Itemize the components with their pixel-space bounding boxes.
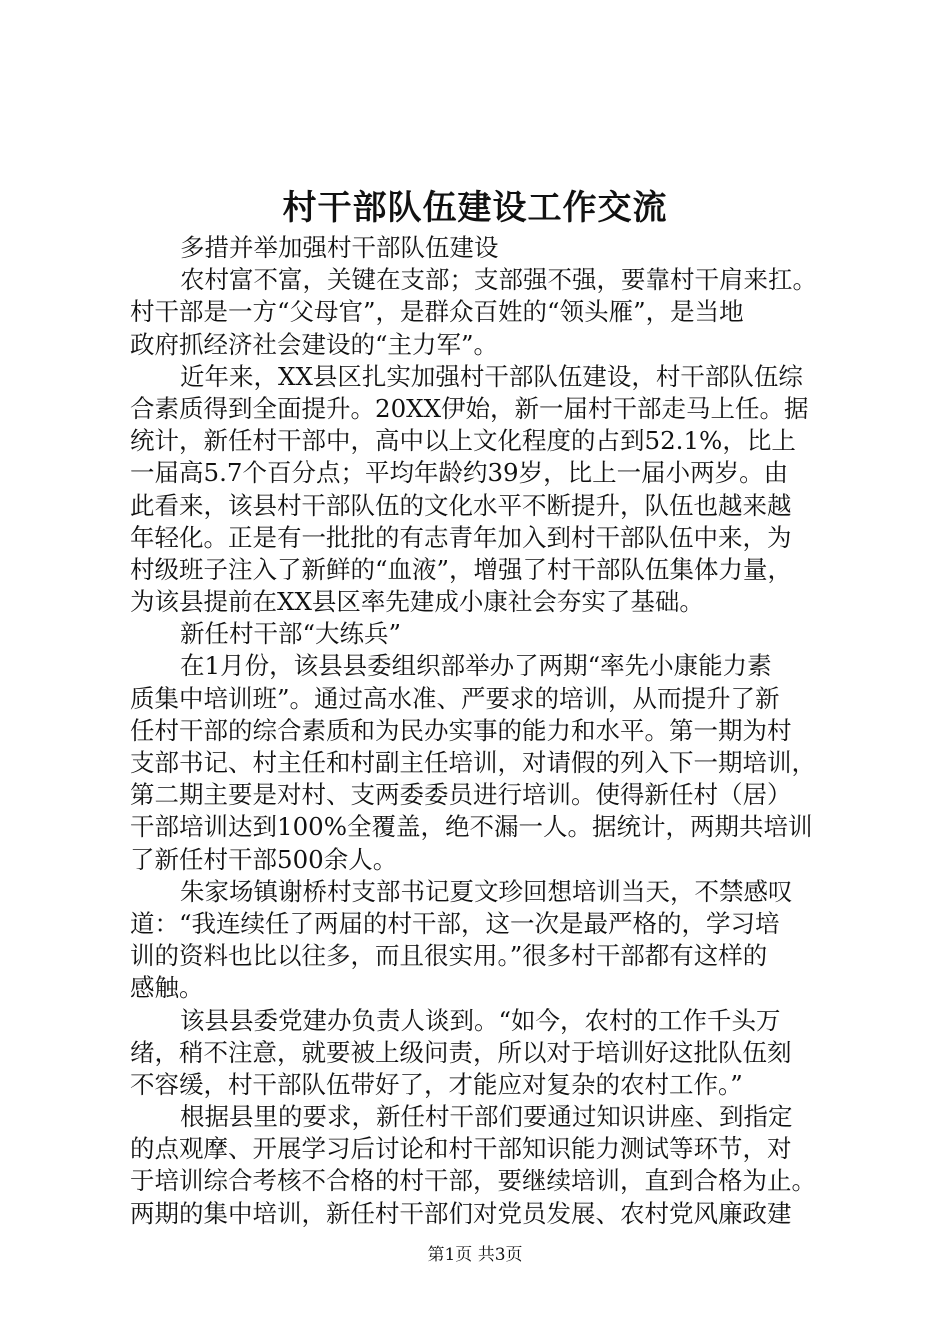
text-line: 干部培训达到100%全覆盖，绝不漏一人。据统计，两期共培训 <box>130 812 813 842</box>
text-line: 支部书记、村主任和村副主任培训，对请假的列入下一期培训， <box>130 748 816 777</box>
document-body <box>130 232 840 1230</box>
text-line: 质集中培训班”。通过高水准、严要求的培训，从而提升了新 <box>130 683 780 713</box>
text-line: 村干部是一方“父母官”，是群众百姓的“领头雁”，是当地 <box>130 297 744 327</box>
text-line: 朱家场镇谢桥村支部书记夏文珍回想培训当天，不禁感叹 <box>180 876 793 906</box>
text-line: 两期的集中培训，新任村干部们对党员发展、农村党风廉政建 <box>130 1198 792 1228</box>
text-line: 任村干部的综合素质和为民办实事的能力和水平。第一期为村 <box>130 715 792 745</box>
text-line: 该县县委党建办负责人谈到。“如今，农村的工作千头万 <box>180 1005 781 1035</box>
text-line: 训的资料也比以往多，而且很实用。”很多村干部都有这样的 <box>130 941 768 971</box>
text-line: 为该县提前在XX县区率先建成小康社会夯实了基础。 <box>130 587 704 617</box>
text-line: 村级班子注入了新鲜的“血液”，增强了村干部队伍集体力量， <box>130 554 793 584</box>
text-line: 道：“我连续任了两届的村干部，这一次是最严格的，学习培 <box>130 908 780 938</box>
text-line: 合素质得到全面提升。20XX伊始，新一届村干部走马上任。据 <box>130 393 809 423</box>
text-line: 多措并举加强村干部队伍建设 <box>180 233 499 262</box>
text-line: 根据县里的要求，新任村干部们要通过知识讲座、到指定 <box>180 1102 793 1132</box>
text-line: 不容缓，村干部队伍带好了，才能应对复杂的农村工作。” <box>130 1069 743 1099</box>
text-line: 年轻化。正是有一批批的有志青年加入到村干部队伍中来，为 <box>130 522 792 552</box>
text-line: 新任村干部“大练兵” <box>180 619 402 649</box>
page-footer: 第1页 共3页 <box>427 1245 523 1265</box>
text-line: 此看来，该县村干部队伍的文化水平不断提升，队伍也越来越 <box>130 490 792 520</box>
text-line: 于培训综合考核不合格的村干部，要继续培训，直到合格为止。 <box>130 1166 816 1196</box>
text-line: 政府抓经济社会建设的“主力军”。 <box>130 329 499 359</box>
text-line: 农村富不富，关键在支部；支部强不强，要靠村干肩来扛。 <box>180 265 817 295</box>
text-line: 统计，新任村干部中，高中以上文化程度的占到52.1%，比上 <box>130 426 796 456</box>
text-line: 了新任村干部500余人。 <box>130 844 398 874</box>
text-line: 一届高5.7个百分点；平均年龄约39岁，比上一届小两岁。由 <box>130 458 789 488</box>
document-title: 村干部队伍建设工作交流 <box>282 188 668 228</box>
text-line: 感触。 <box>130 973 204 1003</box>
text-line: 在1月份，该县县委组织部举办了两期“率先小康能力素 <box>180 651 772 681</box>
text-line: 的点观摩、开展学习后讨论和村干部知识能力测试等环节，对 <box>130 1134 792 1164</box>
text-line: 近年来，XX县区扎实加强村干部队伍建设，村干部队伍综 <box>180 361 803 391</box>
text-line: 绪，稍不注意，就要被上级问责，所以对于培训好这批队伍刻 <box>130 1037 792 1067</box>
text-line: 第二期主要是对村、支两委委员进行培训。使得新任村（居） <box>130 780 792 810</box>
